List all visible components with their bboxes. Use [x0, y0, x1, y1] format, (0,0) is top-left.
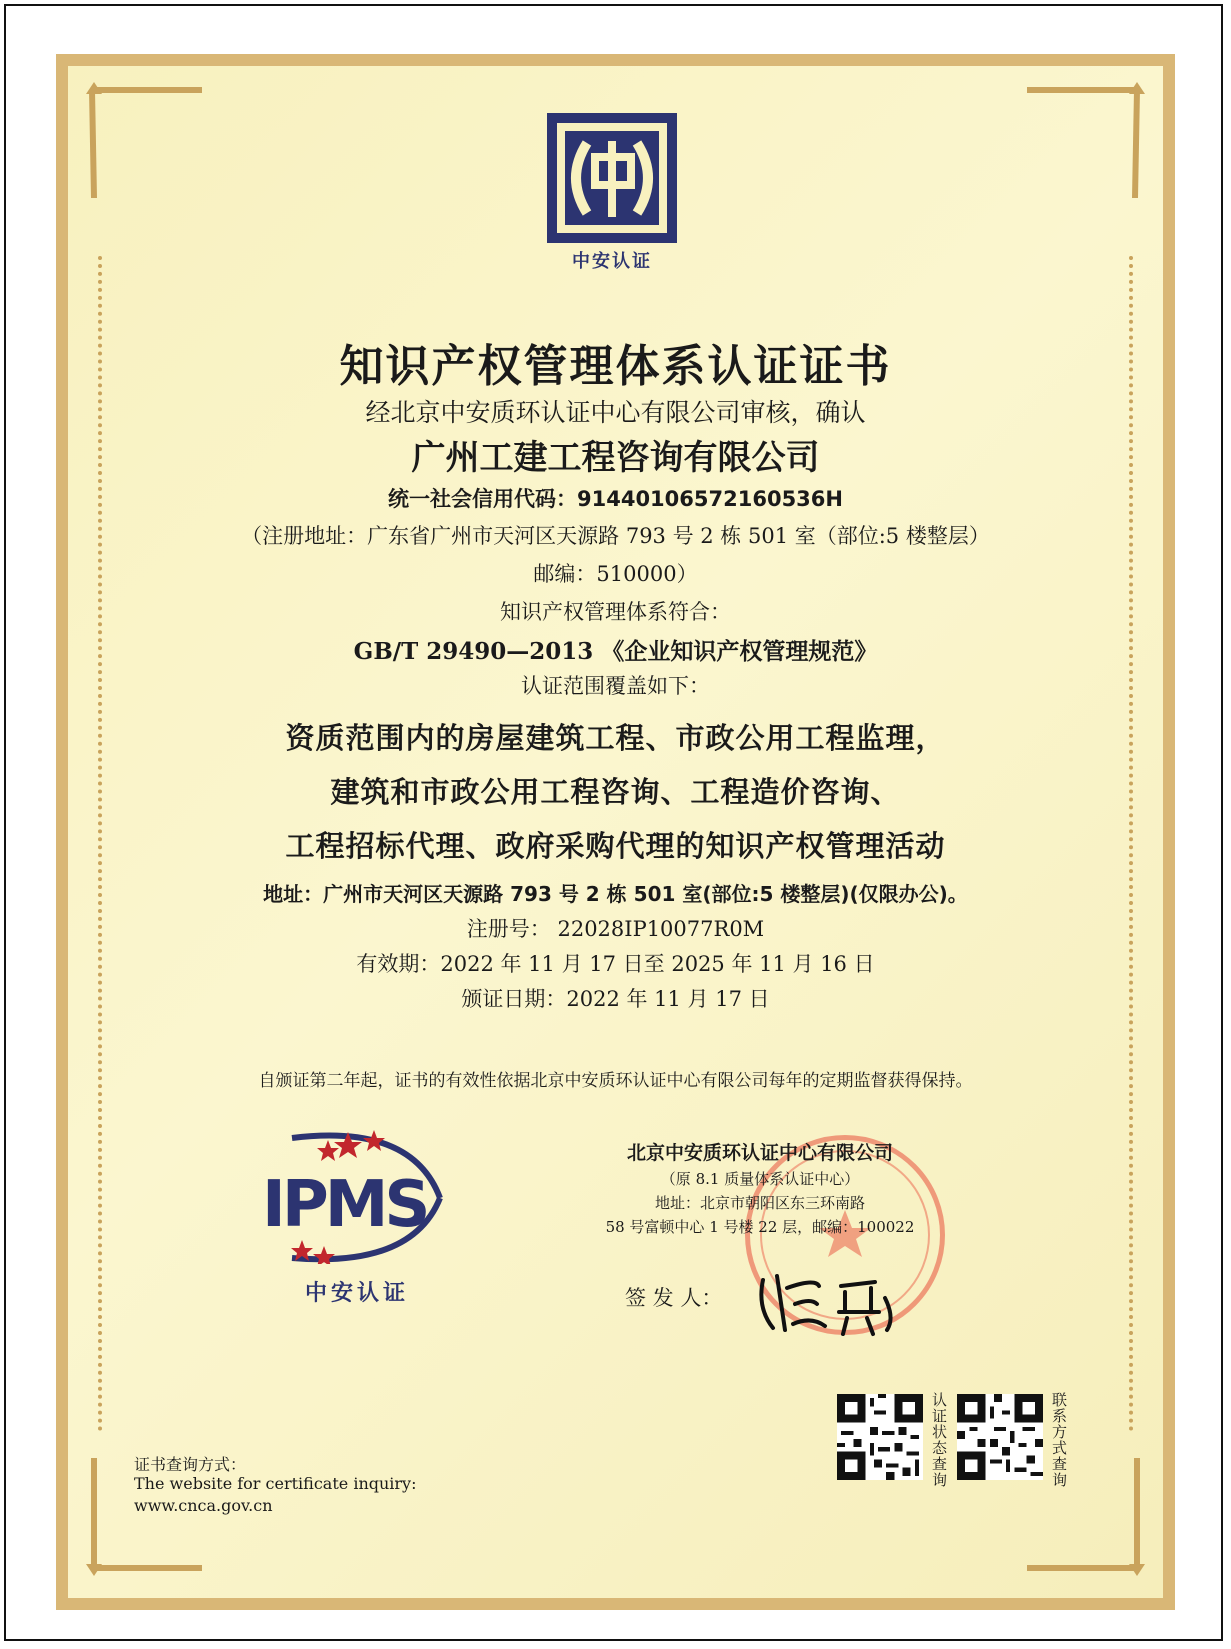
scope-line-2: 建筑和市政公用工程咨询、工程造价咨询、 [330, 775, 901, 809]
corner-ornament-top-right [1017, 80, 1147, 210]
signer-label: 签 发 人： [625, 1286, 723, 1310]
credit-code: 统一社会信用代码：91440106572160536H [388, 487, 843, 511]
bottom-logo-label: 中安认证 [304, 1281, 409, 1306]
issue-date: 颁证日期：2022 年 11 月 17 日 [461, 987, 770, 1011]
inquiry-label-en: The website for certificate inquiry: [134, 1474, 417, 1493]
ipms-brand-text: IPMS [262, 1168, 427, 1242]
registration-number: 注册号： 22028IP10077R0M [466, 917, 765, 941]
ipms-logo-icon [262, 1128, 452, 1264]
scope-line-1: 资质范围内的房屋建筑工程、市政公用工程监理， [285, 721, 946, 755]
inquiry-url[interactable]: www.cnca.gov.cn [134, 1496, 273, 1515]
top-logo-label: 中安认证 [572, 251, 652, 272]
audit-statement: 经北京中安质环认证中心有限公司审核，确认 [365, 398, 866, 427]
scope-label: 认证范围覆盖如下： [521, 674, 710, 698]
surveillance-note: 自颁证第二年起，证书的有效性依据北京中安质环认证中心有限公司每年的定期监督获得保持。 [258, 1071, 973, 1091]
issuer-former-name: （原 8.1 质量体系认证中心） [660, 1170, 860, 1188]
conformity-label: 知识产权管理体系符合： [500, 600, 731, 624]
contact-qr-label: 联系方式查询 [1050, 1392, 1068, 1488]
corner-ornament-top-left [84, 80, 214, 210]
site-address: 地址：广州市天河区天源路 793 号 2 栋 501 室(部位:5 楼整层)(仅限办公)。 [263, 882, 968, 906]
registered-address-line-1: （注册地址：广东省广州市天河区天源路 793 号 2 栋 501 室（部位:5 楼整层） [241, 524, 990, 548]
zhongan-emblem-icon [547, 113, 677, 243]
contact-qr-code-icon [957, 1394, 1043, 1480]
status-qr-label: 认证状态查询 [930, 1392, 948, 1488]
validity-period: 有效期：2022 年 11 月 17 日至 2025 年 11 月 16 日 [356, 952, 875, 976]
issuer-name: 北京中安质环认证中心有限公司 [626, 1142, 893, 1164]
issuer-address-line-2: 58 号富顿中心 1 号楼 22 层，邮编：100022 [605, 1218, 915, 1236]
certificate-title: 知识产权管理体系认证证书 [339, 341, 892, 392]
inquiry-label-cn: 证书查询方式： [134, 1455, 247, 1474]
company-name: 广州工建工程咨询有限公司 [411, 438, 820, 478]
status-qr-code-icon [837, 1394, 923, 1480]
issuer-address-line-1: 地址：北京市朝阳区东三环南路 [654, 1194, 865, 1212]
scope-line-3: 工程招标代理、政府采购代理的知识产权管理活动 [285, 829, 946, 863]
handwritten-signature-icon [755, 1268, 905, 1338]
standard-reference: GB/T 29490—2013 《企业知识产权管理规范》 [353, 638, 878, 665]
registered-address-line-2: 邮编：510000） [533, 562, 698, 586]
